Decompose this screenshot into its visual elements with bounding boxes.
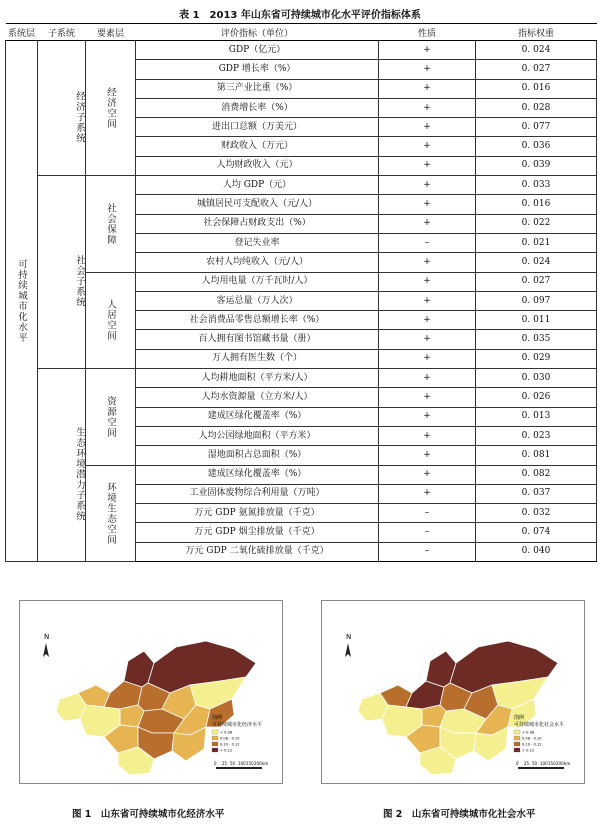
scale-label: 50 [230,761,236,766]
legend-subtitle: 可持续城市化经济水平 [212,722,263,728]
map-figure-2 [321,600,585,784]
shandong-economic-map [20,601,282,783]
cell-weight: 0. 027 [476,272,597,291]
cell-indicator: 登记失业率 [136,233,379,252]
cell-weight: 0. 074 [476,523,597,542]
map-figure-1 [19,600,283,784]
cell-nature: + [379,330,476,349]
legend-swatch [212,736,218,740]
cell-weight: 0. 024 [476,253,597,272]
subsystem-cell: 社会子系统 [38,176,86,369]
scale-label: 100 [540,761,548,766]
cell-nature: + [379,272,476,291]
cell-nature: + [379,41,476,60]
legend-swatch [514,730,520,734]
table-row [6,41,597,60]
scale-label: km [262,761,269,766]
cell-weight: 0. 033 [476,176,597,195]
legend-title: 图例 [212,715,223,721]
cell-indicator: 财政收入（万元） [136,137,379,156]
cell-weight: 0. 016 [476,195,597,214]
cell-indicator: 湿地面积占总面积（%） [136,446,379,465]
cell-indicator: 农村人均纯收入（元/人） [136,253,379,272]
cell-weight: 0. 021 [476,233,597,252]
cell-weight: 0. 097 [476,291,597,310]
figure-1-caption: 图 1 山东省可持续城市化经济水平 [72,809,225,820]
legend-subtitle: 可持续城市化社会水平 [514,722,565,728]
element-cell: 经济空间 [86,41,136,176]
legend-swatch [514,748,520,752]
legend-label: 0.10 - 0.12 [522,742,542,747]
table-row [6,176,597,195]
table-row [6,272,597,291]
scale-label: 200 [254,761,262,766]
table-row [6,369,597,388]
cell-weight: 0. 039 [476,156,597,175]
header-weight: 指标权重 [476,24,597,41]
cell-indicator: 人均公园绿地面积（平方米） [136,426,379,445]
header-indicator: 评价指标（单位） [136,24,379,41]
cell-weight: 0. 016 [476,79,597,98]
scale-bar [216,767,262,769]
scale-label: 150 [548,761,556,766]
cell-indicator: 人均耕地面积（平方米/人） [136,369,379,388]
cell-nature: + [379,195,476,214]
legend-label: > 0.12 [522,748,535,753]
north-arrow-icon [345,643,351,657]
cell-nature: – [379,542,476,561]
cell-weight: 0. 030 [476,369,597,388]
cell-indicator: 社会消费品零售总额增长率（%） [136,311,379,330]
cell-indicator: 人均水资源量（立方米/人） [136,388,379,407]
table-row [6,465,597,484]
header-subsystem: 子系统 [38,24,86,41]
scale-label: 150 [246,761,254,766]
cell-weight: 0. 040 [476,542,597,561]
cell-indicator: 万元 GDP 氨氮排放量（千克） [136,504,379,523]
scale-label: 100 [238,761,246,766]
cell-indicator: GDP（亿元） [136,41,379,60]
cell-nature: – [379,523,476,542]
cell-nature: + [379,311,476,330]
cell-nature: – [379,504,476,523]
scale-label: 50 [532,761,538,766]
cell-nature: + [379,79,476,98]
cell-nature: + [379,369,476,388]
cell-nature: + [379,156,476,175]
evaluation-table [5,23,597,562]
subsystem-cell: 生态环境潜力子系统 [38,369,86,562]
cell-indicator: 社会保障占财政支出（%） [136,214,379,233]
cell-weight: 0. 027 [476,60,597,79]
legend-label: 0.08 - 0.10 [522,736,542,741]
cell-nature: + [379,98,476,117]
legend-title: 图例 [514,715,525,721]
legend-label: 0.08 - 0.10 [220,736,240,741]
figures-area [0,588,600,829]
system-layer-cell: 可持续城市化水平 [6,41,38,562]
cell-weight: 0. 037 [476,484,597,503]
scale-label: 25 [524,761,530,766]
header-system-layer: 系统层 [6,24,38,41]
cell-nature: – [379,233,476,252]
cell-indicator: 人均 GDP（元） [136,176,379,195]
cell-indicator: 城镇居民可支配收入（元/人） [136,195,379,214]
cell-nature: + [379,291,476,310]
cell-nature: + [379,60,476,79]
shandong-social-map [322,601,584,783]
cell-nature: + [379,407,476,426]
subsystem-cell: 经济子系统 [38,41,86,176]
cell-weight: 0. 013 [476,407,597,426]
legend-label: > 0.12 [220,748,233,753]
header-nature: 性质 [379,24,476,41]
cell-weight: 0. 022 [476,214,597,233]
cell-nature: + [379,253,476,272]
cell-weight: 0. 024 [476,41,597,60]
cell-indicator: GDP 增长率（%） [136,60,379,79]
cell-nature: + [379,484,476,503]
cell-weight: 0. 035 [476,330,597,349]
cell-weight: 0. 011 [476,311,597,330]
cell-nature: + [379,388,476,407]
scale-label: km [564,761,571,766]
north-label: N [44,633,50,641]
cell-indicator: 消费增长率（%） [136,98,379,117]
table-caption: 表 1 2013 年山东省可持续城市化水平评价指标体系 [179,10,421,21]
legend-swatch [514,736,520,740]
cell-indicator: 万元 GDP 二氧化硫排放量（千克） [136,542,379,561]
cell-weight: 0. 077 [476,118,597,137]
cell-nature: + [379,465,476,484]
cell-indicator: 万人拥有医生数（个） [136,349,379,368]
element-cell: 人居空间 [86,272,136,368]
cell-indicator: 进出口总额（万美元） [136,118,379,137]
cell-weight: 0. 036 [476,137,597,156]
cell-nature: + [379,214,476,233]
north-label: N [346,633,352,641]
figure-2-caption: 图 2 山东省可持续城市化社会水平 [383,809,536,820]
cell-weight: 0. 082 [476,465,597,484]
legend-label: < 0.08 [522,730,535,735]
legend-swatch [212,730,218,734]
legend-swatch [514,742,520,746]
scale-label: 0 [214,761,217,766]
cell-indicator: 人均用电量（万千瓦时/人） [136,272,379,291]
cell-indicator: 万元 GDP 烟尘排放量（千克） [136,523,379,542]
cell-indicator: 客运总量（万人次） [136,291,379,310]
element-cell: 环境生态空间 [86,465,136,561]
table-header-row [6,24,597,41]
scale-bar [518,767,564,769]
cell-indicator: 百人拥有图书馆藏书量（册） [136,330,379,349]
cell-nature: + [379,176,476,195]
cell-indicator: 建成区绿化覆盖率（%） [136,465,379,484]
cell-indicator: 第三产业比重（%） [136,79,379,98]
cell-nature: + [379,426,476,445]
legend-swatch [212,748,218,752]
header-element: 要素层 [86,24,136,41]
cell-indicator: 建成区绿化覆盖率（%） [136,407,379,426]
cell-nature: + [379,446,476,465]
cell-nature: + [379,349,476,368]
cell-weight: 0. 028 [476,98,597,117]
cell-nature: + [379,118,476,137]
cell-weight: 0. 023 [476,426,597,445]
scale-label: 25 [222,761,228,766]
element-cell: 社会保障 [86,176,136,272]
cell-weight: 0. 029 [476,349,597,368]
legend-label: 0.10 - 0.12 [220,742,240,747]
scale-label: 200 [556,761,564,766]
scale-label: 0 [516,761,519,766]
cell-weight: 0. 026 [476,388,597,407]
north-arrow-icon [43,643,49,657]
cell-indicator: 人均财政收入（元） [136,156,379,175]
cell-weight: 0. 081 [476,446,597,465]
legend-label: < 0.08 [220,730,233,735]
cell-indicator: 工业固体废物综合利用量（万吨） [136,484,379,503]
element-cell: 资源空间 [86,369,136,465]
cell-weight: 0. 032 [476,504,597,523]
legend-swatch [212,742,218,746]
cell-nature: + [379,137,476,156]
